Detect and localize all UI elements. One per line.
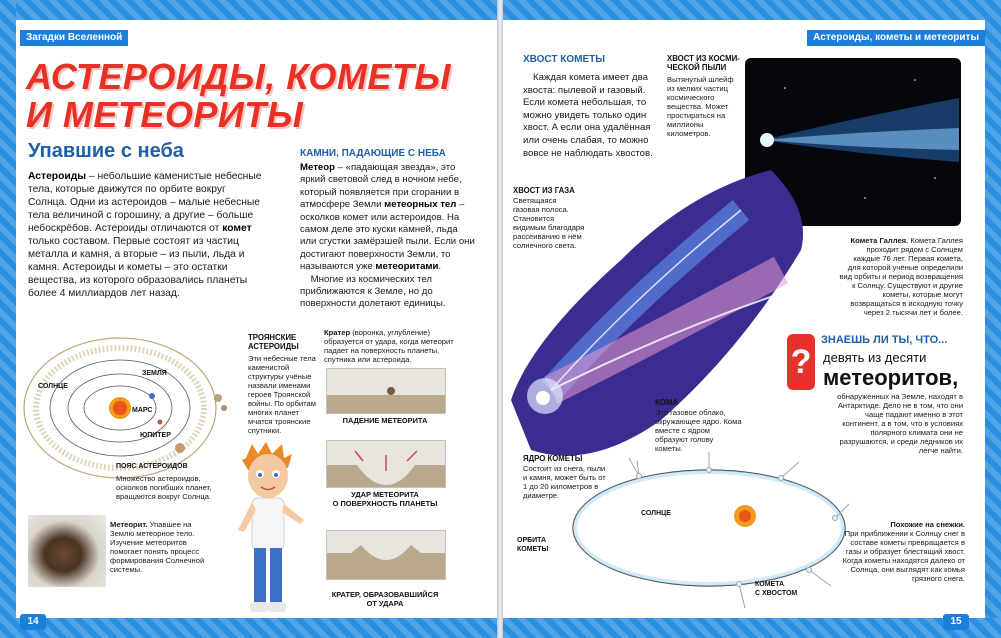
comet-tail-heading: ХВОСТ КОМЕТЫ — [523, 54, 606, 65]
page-title-line1: АСТЕРОИДЫ, КОМЕТЫ — [26, 56, 451, 97]
mars-icon — [158, 420, 163, 425]
jupiter-icon — [175, 443, 185, 453]
top-border — [503, 0, 1001, 20]
bottom-border — [503, 618, 1001, 638]
coma-heading: КОМА — [655, 398, 678, 407]
crater-image-falling — [326, 368, 446, 414]
boy-character-illustration — [228, 440, 310, 618]
crater-label-impact: УДАР МЕТЕОРИТА О ПОВЕРХНОСТЬ ПЛАНЕТЫ — [332, 490, 438, 508]
label-jupiter: ЮПИТЕР — [140, 432, 171, 439]
label-comet-with-tail: КОМЕТА С ХВОСТОМ — [755, 581, 798, 597]
snowball-caption: Похожие на снежки. При приближении к Солнцу снег в составе кометы превращается в газы и образует блестящий хвост. Когда кометы находятся далеко от Солнца, они выглядят как комья грязного снега. — [842, 520, 965, 583]
crater-label-result: КРАТЕР, ОБРАЗОВАВШИЙСЯ ОТ УДАРА — [331, 590, 439, 608]
intro-paragraph: Астероиды – небольшие каменистые небесные тела, которые движутся по орбите вокруг Солнца. Одни из астероидов – малые небесные тела величиной с горошину, а другие – больше небоскрёбов. Астероиды отличаются от комет только составом. Первые состоят из частиц металла и камня, а вторые – из пыли, льда и камня. Астероиды и кометы – это остатки вещества, из которого образовались планеты более 4 миллиардов лет назад. — [28, 171, 262, 299]
meteorite-caption: Метеорит. Упавшее на Землю метеорное тело. Изучение метеоритов помогает понять процесс формирования Солнечной системы. — [110, 520, 205, 574]
section-header: Астероиды, кометы и метеориты — [807, 30, 985, 46]
trojans-text: Эти небесные тела каменистой структуры учёные назвали именами героев Троянской войны. По орбитам многих планет мчатся троянские спутники. — [248, 354, 316, 435]
label-earth: ЗЕМЛЯ — [142, 370, 167, 377]
label-mars: МАРС — [132, 407, 153, 414]
top-border — [0, 0, 497, 20]
dust-tail-heading: ХВОСТ ИЗ КОСМИ- ЧЕСКОЙ ПЫЛИ — [667, 54, 740, 72]
coma-text: Это газовое облако, окружающее ядро. Кома вместе с ядром образуют голову кометы. — [655, 408, 742, 453]
did-you-know-text: обнаруженных на Земле, находят в Антарктиде. Дело не в том, что они чаще падают именно в этот континент, а в том, что в условиях полярного климата они не разрушаются, и среди ледников их легче найти. — [837, 392, 963, 455]
label-asteroid-belt: ПОЯС АСТЕРОИДОВ — [116, 463, 188, 470]
comet-nucleus-icon — [536, 391, 550, 405]
gas-tail-heading: ХВОСТ ИЗ ГАЗА — [513, 186, 575, 195]
section-header: Загадки Вселенной — [20, 30, 128, 46]
nucleus-heading: ЯДРО КОМЕТЫ — [523, 454, 583, 463]
term-asteroids: Астероиды — [28, 171, 87, 182]
left-border — [0, 0, 16, 638]
right-page — [503, 0, 1001, 638]
question-mark-icon: ? — [787, 334, 815, 390]
gas-tail-text: Светящаяся газовая полоса. Становится видимым благодаря рассеиванию в нём солнечного света. — [513, 196, 585, 250]
page-number-right: 15 — [943, 614, 969, 630]
earth-icon — [149, 393, 155, 399]
label-orbit-sun: СОЛНЦЕ — [641, 510, 671, 517]
did-you-know-heading: ЗНАЕШЬ ЛИ ТЫ, ЧТО... — [821, 334, 948, 346]
bottom-border — [0, 618, 497, 638]
crater-image-result — [326, 530, 446, 580]
trojans-heading: ТРОЯНСКИЕ АСТЕРОИДЫ — [248, 333, 299, 351]
nucleus-text: Состоит из снега, пыли и камня, может быть от 1 до 20 километров в диаметре. — [523, 464, 606, 500]
label-comet-orbit: ОРБИТА КОМЕТЫ — [517, 537, 549, 553]
page-title-line2: И МЕТЕОРИТЫ — [26, 94, 304, 135]
subtitle: Упавшие с неба — [28, 140, 184, 162]
comet-orbit-diagram — [559, 448, 849, 613]
did-you-know-lead: девять из десяти — [823, 350, 927, 365]
comet-tail-text: Каждая комета имеет два хвоста: пылевой и газовый. Если комета небольшая, то можно увидеть только один хвост. А если она удалённая или очень слабая, то можно вовсе не наблюдать хвостов. — [523, 72, 653, 159]
dust-tail-text: Вытянутый шлейф из мелких частиц космического вещества. Может простираться на миллионы километров. — [667, 75, 734, 138]
falling-stones-text: Метеор – «падающая звезда», это яркий световой след в ночном небе, который появляется при сгорании в атмосфере Земли метеорных тел – осколков комет или астероидов. На самом деле это куски камней, льда или сгустки замёрзшей пыли. Если они достигают поверхности Земли, то называются уже метеоритами. Многие из космических тел приближаются к Земле, но до поверхности долетают единицы. — [300, 162, 475, 310]
crater-label-falling: ПАДЕНИЕ МЕТЕОРИТА — [342, 416, 428, 425]
halley-caption: Комета Галлея. Комета Галлея проходит рядом с Солнцем каждые 76 лет. Первая комета, для которой учёные определили вид орбиты и период возвращения к Солнцу. Существуют и другие кометы, которые могут возвращаться в исходную точку через 2 тысячи лет и более. — [839, 236, 963, 317]
belt-caption: Множество астероидов, осколков погибших планет, вращаются вокруг Солнца. — [116, 474, 212, 501]
falling-stones-heading: КАМНИ, ПАДАЮЩИЕ С НЕБА — [300, 148, 446, 159]
crater-caption: Кратер (воронка, углубление) образуется от удара, когда метеорит падает на поверхность планеты, спутника или астероида. — [324, 328, 454, 364]
meteorite-photo — [28, 515, 106, 587]
page-number-left: 14 — [20, 614, 46, 630]
crater-image-impact — [326, 440, 446, 488]
right-border — [985, 0, 1001, 638]
left-page — [0, 0, 497, 638]
did-you-know-big: метеоритов, — [823, 365, 959, 390]
label-sun: СОЛНЦЕ — [38, 383, 68, 390]
